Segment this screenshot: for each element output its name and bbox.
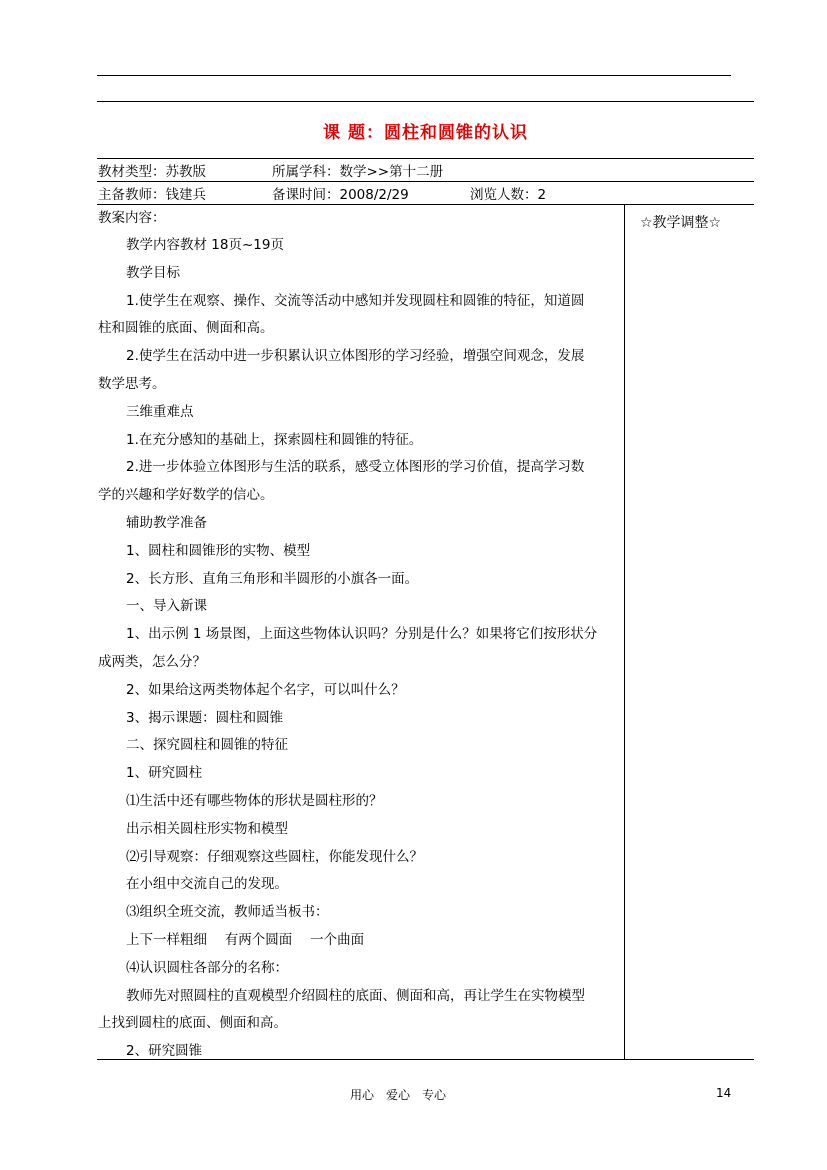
content-line: ⑴生活中还有哪些物体的形状是圆柱形的？: [126, 792, 383, 809]
content-line: 在小组中交流自己的发现。: [126, 876, 288, 893]
content-line: 二、探究圆柱和圆锥的特征: [126, 737, 288, 754]
content-line: 柱和圆锥的底面、侧面和高。: [98, 320, 274, 337]
content-header: 教案内容：: [98, 210, 166, 226]
content-line: 上找到圆柱的底面、侧面和高。: [98, 1015, 287, 1032]
content-line: ⑵引导观察：仔细观察这些圆柱，你能发现什么？: [126, 848, 423, 865]
content-line: 数学思考。: [98, 375, 166, 392]
content-line: 2、研究圆锥: [126, 1043, 203, 1060]
material-type: 教材类型：苏教版: [98, 164, 206, 180]
teaching-adjustment-label: ☆教学调整☆: [640, 215, 722, 231]
content-line: 三维重难点: [126, 403, 194, 420]
table-top-border: [97, 158, 754, 159]
content-line: 教师先对照圆柱的直观模型介绍圆柱的底面、侧面和高，再让学生在实物模型: [126, 987, 585, 1004]
header-rule-bottom: [97, 101, 754, 102]
column-divider: [624, 204, 625, 1059]
header-rule-top: [97, 75, 731, 76]
content-line: 出示相关圆柱形实物和模型: [126, 820, 288, 837]
prep-time: 备课时间：2008/2/29: [272, 187, 409, 203]
content-line: 学的兴趣和学好数学的信心。: [98, 487, 274, 504]
content-line: 1、圆柱和圆锥形的实物、模型: [126, 542, 311, 559]
lesson-title: 课 题：圆柱和圆锥的认识: [323, 123, 528, 143]
meta-divider: [97, 181, 754, 182]
content-line: 1、研究圆柱: [126, 765, 203, 782]
content-line: 1.使学生在观察、操作、交流等活动中感知并发现圆柱和圆锥的特征，知道圆: [126, 292, 585, 309]
content-line: 一、导入新课: [126, 598, 207, 615]
content-line: 上下一样粗细 有两个圆面 一个曲面: [126, 931, 365, 948]
page-number: 14: [716, 1086, 732, 1100]
content-top-border: [97, 204, 754, 205]
view-count: 浏览人数：2: [470, 187, 547, 203]
content-line: 2、如果给这两类物体起个名字，可以叫什么？: [126, 681, 405, 698]
teacher: 主备教师：钱建兵: [98, 187, 206, 203]
lesson-content: [98, 232, 624, 1066]
content-line: ⑶组织全班交流，教师适当板书：: [126, 904, 329, 921]
content-line: 3、揭示课题：圆柱和圆锥: [126, 709, 284, 726]
content-line: 2.使学生在活动中进一步积累认识立体图形的学习经验，增强空间观念，发展: [126, 348, 585, 365]
content-line: 1、出示例 1 场景图，上面这些物体认识吗？分别是什么？如果将它们按形状分: [126, 626, 598, 643]
content-line: 教学目标: [126, 264, 180, 281]
content-line: 成两类，怎么分？: [98, 653, 206, 670]
footer-motto: 用心 爱心 专心: [350, 1088, 447, 1102]
content-line: ⑷认识圆柱各部分的名称：: [126, 959, 288, 976]
content-line: 1.在充分感知的基础上，探索圆柱和圆锥的特征。: [126, 431, 423, 448]
content-line: 2、长方形、直角三角形和半圆形的小旗各一面。: [126, 570, 419, 587]
content-line: 教学内容教材 18页~19页: [126, 237, 284, 253]
subject: 所属学科：数学>>第十二册: [272, 164, 444, 180]
content-line: 辅助教学准备: [126, 514, 207, 531]
content-line: 2.进一步体验立体图形与生活的联系，感受立体图形的学习价值，提高学习数: [126, 459, 585, 476]
